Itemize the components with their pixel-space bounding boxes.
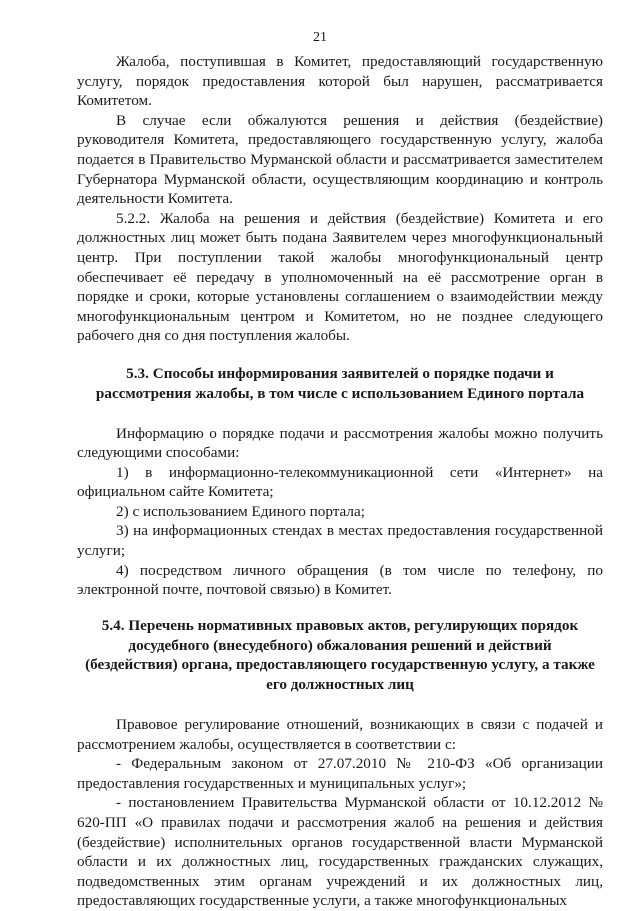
section-5-3-item-2: 2) с использованием Единого портала; [116,502,365,520]
section-5-4-heading [77,616,603,695]
section-5-4-intro: Правовое регулирование отношений, возникающих в связи с подачей и рассмотрением жалобы, осуществляется в соответствии с: [77,716,603,753]
paragraph-complaint-government: В случае если обжалуются решения и действия (бездействие) руководителя Комитета, предоставляющего государственную услугу, жалоба подается в Правительство Мурманской области и рассматривается заместителем Губернатора Мурманской области, осуществляющим координацию и контроль деятельности Комитета. [77,111,603,208]
paragraph-5-2-2: 5.2.2. Жалоба на решения и действия (бездействие) Комитета и его должностных лиц может быть подана Заявителем через многофункциональный центр. При поступлении такой жалобы многофункциональный центр обеспечивает её передачу в уполномоченный на её рассмотрение орган в порядке и сроки, которые установлены соглашением о взаимодействии между многофункциональным центром и Комитетом, но не позднее следующего рабочего дня со дня поступления жалобы. [77,209,603,345]
section-5-3-heading-line1: 5.3. Способы информирования заявителей о порядке подачи и [126,364,554,382]
section-5-4-heading-line1: 5.4. Перечень нормативных правовых актов, регулирующих порядок [101,616,579,634]
section-5-4-heading-line3: (бездействия) органа, предоставляющего государственную услугу, а также [85,656,595,674]
section-5-4-item-federal-law: - Федеральным законом от 27.07.2010 № 210-ФЗ «Об организации предоставления государственных и муниципальных услуг»; [77,755,603,792]
section-5-4-heading-line2: досудебного (внесудебного) обжалования решений и действий [128,636,552,654]
section-5-3-intro: Информацию о порядке подачи и рассмотрения жалобы можно получить следующими способами: [77,424,603,462]
section-5-3-heading-line2: рассмотрения жалобы, в том числе с использованием Единого портала [95,384,585,402]
section-5-3-heading [77,364,603,404]
page-content [77,52,603,911]
section-5-4-item-resolution: - постановлением Правительства Мурманской области от 10.12.2012 № 620-ПП «О правилах подачи и рассмотрения жалоб на решения и действия (бездействие) исполнительных органов государственной власти Мурманской области и их должностных лиц, государственных гражданских служащих, подведомственных этим органам учреждений и их должностных лиц, предоставляющих государственные услуги, а также многофункциональных [77,794,603,910]
section-5-3-item-3: 3) на информационных стендах в местах предоставления государственной услуги; [77,522,603,560]
section-5-3-item-4: 4) посредством личного обращения (в том числе по телефону, по электронной почте, почтовой связью) в Комитет. [77,561,603,599]
page-number: 21 [313,30,327,45]
section-5-3-item-1: 1) в информационно-телекоммуникационной сети «Интернет» на официальном сайте Комитета; [77,463,603,501]
paragraph-complaint-committee: Жалоба, поступившая в Комитет, предоставляющий государственную услугу, порядок предоставления которой был нарушен, рассматривается Комитетом. [77,53,603,110]
section-5-4-heading-line4: его должностных лиц [266,676,414,694]
